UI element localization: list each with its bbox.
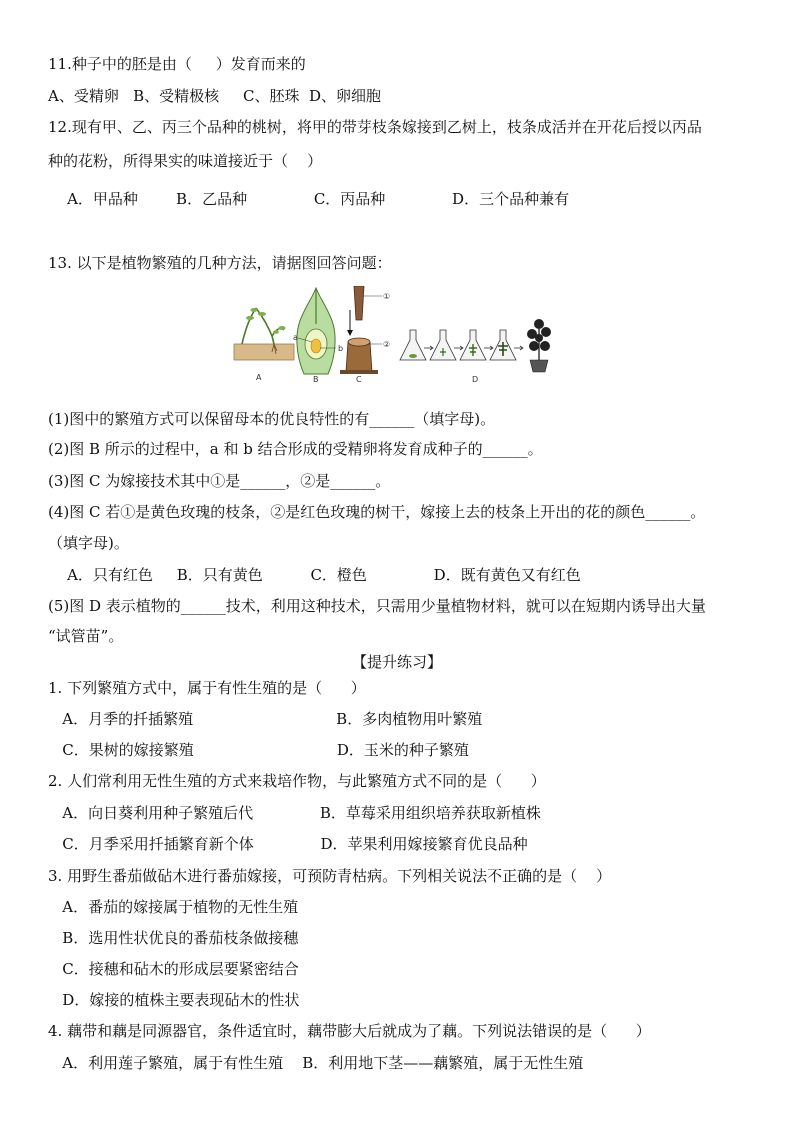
q11-stem: 11.种子中的胚是由（ ）发育而来的 (48, 55, 306, 73)
q13-sub2: (2)图 B 所示的过程中，a 和 b 结合形成的受精卵将发育成种子的______。 (48, 440, 543, 458)
figure-label-b: B (313, 375, 319, 384)
q13-sub4-line1: (4)图 C 若①是黄色玫瑰的枝条，②是红色玫瑰的树干，嫁接上去的枝条上开出的花的颜色______。 (48, 503, 706, 521)
p1-stem: 1. 下列繁殖方式中，属于有性生殖的是（ ） (48, 679, 366, 697)
p3-option-d: D．嫁接的植株主要表现砧木的性状 (48, 991, 300, 1009)
figure-d-drawing (400, 319, 551, 384)
p4-options-ab: A．利用莲子繁殖，属于有性生殖 B．利用地下茎——藕繁殖，属于无性生殖 (48, 1054, 584, 1072)
figure-a-drawing (234, 308, 294, 382)
figure-c-drawing (340, 286, 390, 384)
figure-b-drawing (293, 288, 343, 384)
figure-label-d: D (472, 375, 479, 384)
p1-options-cd: C．果树的嫁接繁殖 D．玉米的种子繁殖 (48, 741, 469, 759)
q13-sub3: (3)图 C 为嫁接技术其中①是______，②是______。 (48, 472, 391, 490)
figure-part-1: ① (383, 292, 391, 301)
q12-stem-line2: 种的花粉，所得果实的味道接近于（ ） (48, 152, 323, 170)
p4-stem: 4. 藕带和藕是同源器官，条件适宜时，藕带膨大后就成为了藕。下列说法错误的是（ ） (48, 1022, 651, 1040)
figure-part-a: a (293, 333, 298, 342)
p3-option-b: B．选用性状优良的番茄枝条做接穗 (48, 929, 299, 947)
p1-options-ab: A．月季的扦插繁殖 B．多肉植物用叶繁殖 (48, 710, 483, 728)
q13-sub4-options: A．只有红色 B．只有黄色 C．橙色 D．既有黄色又有红色 (48, 566, 581, 584)
q12-options: A．甲品种 B．乙品种 C．丙品种 D．三个品种兼有 (48, 190, 570, 208)
q13-sub4-line2: （填字母)。 (48, 534, 129, 552)
q12-stem-line1: 12.现有甲、乙、丙三个品种的桃树，将甲的带芽枝条嫁接到乙树上，枝条成活并在开花后授以丙品 (48, 118, 702, 136)
p2-options-cd: C．月季采用扦插繁育新个体 D．苹果利用嫁接繁育优良品种 (48, 835, 528, 853)
figure-part-b: b (338, 344, 344, 353)
p2-options-ab: A．向日葵利用种子繁殖后代 B．草莓采用组织培养获取新植株 (48, 804, 541, 822)
figure-label-a: A (256, 373, 262, 382)
p3-option-c: C．接穗和砧木的形成层要紧密结合 (48, 960, 299, 978)
figure-part-2: ② (383, 340, 391, 349)
p3-option-a: A．番茄的嫁接属于植物的无性生殖 (48, 898, 299, 916)
p3-stem: 3. 用野生番茄做砧木进行番茄嫁接，可预防青枯病。下列相关说法不正确的是（ ） (48, 867, 612, 885)
figure-label-c: C (356, 375, 362, 384)
q11-options: A、受精卵 B、受精极核 C、胚珠 D、卵细胞 (48, 87, 382, 105)
q13-sub5-line2: “试管苗”。 (48, 627, 124, 645)
p2-stem: 2. 人们常利用无性生殖的方式来栽培作物，与此繁殖方式不同的是（ ） (48, 772, 546, 790)
plant-reproduction-figure (232, 286, 562, 388)
q13-stem: 13. 以下是植物繁殖的几种方法，请据图回答问题： (48, 254, 392, 272)
q13-sub1: (1)图中的繁殖方式可以保留母本的优良特性的有______（填字母)。 (48, 410, 496, 428)
section-title: 【提升练习】 (351, 653, 442, 671)
q13-sub5-line1: (5)图 D 表示植物的______技术，利用这种技术，只需用少量植物材料，就可以在短期内诱导出大量 (48, 597, 706, 615)
